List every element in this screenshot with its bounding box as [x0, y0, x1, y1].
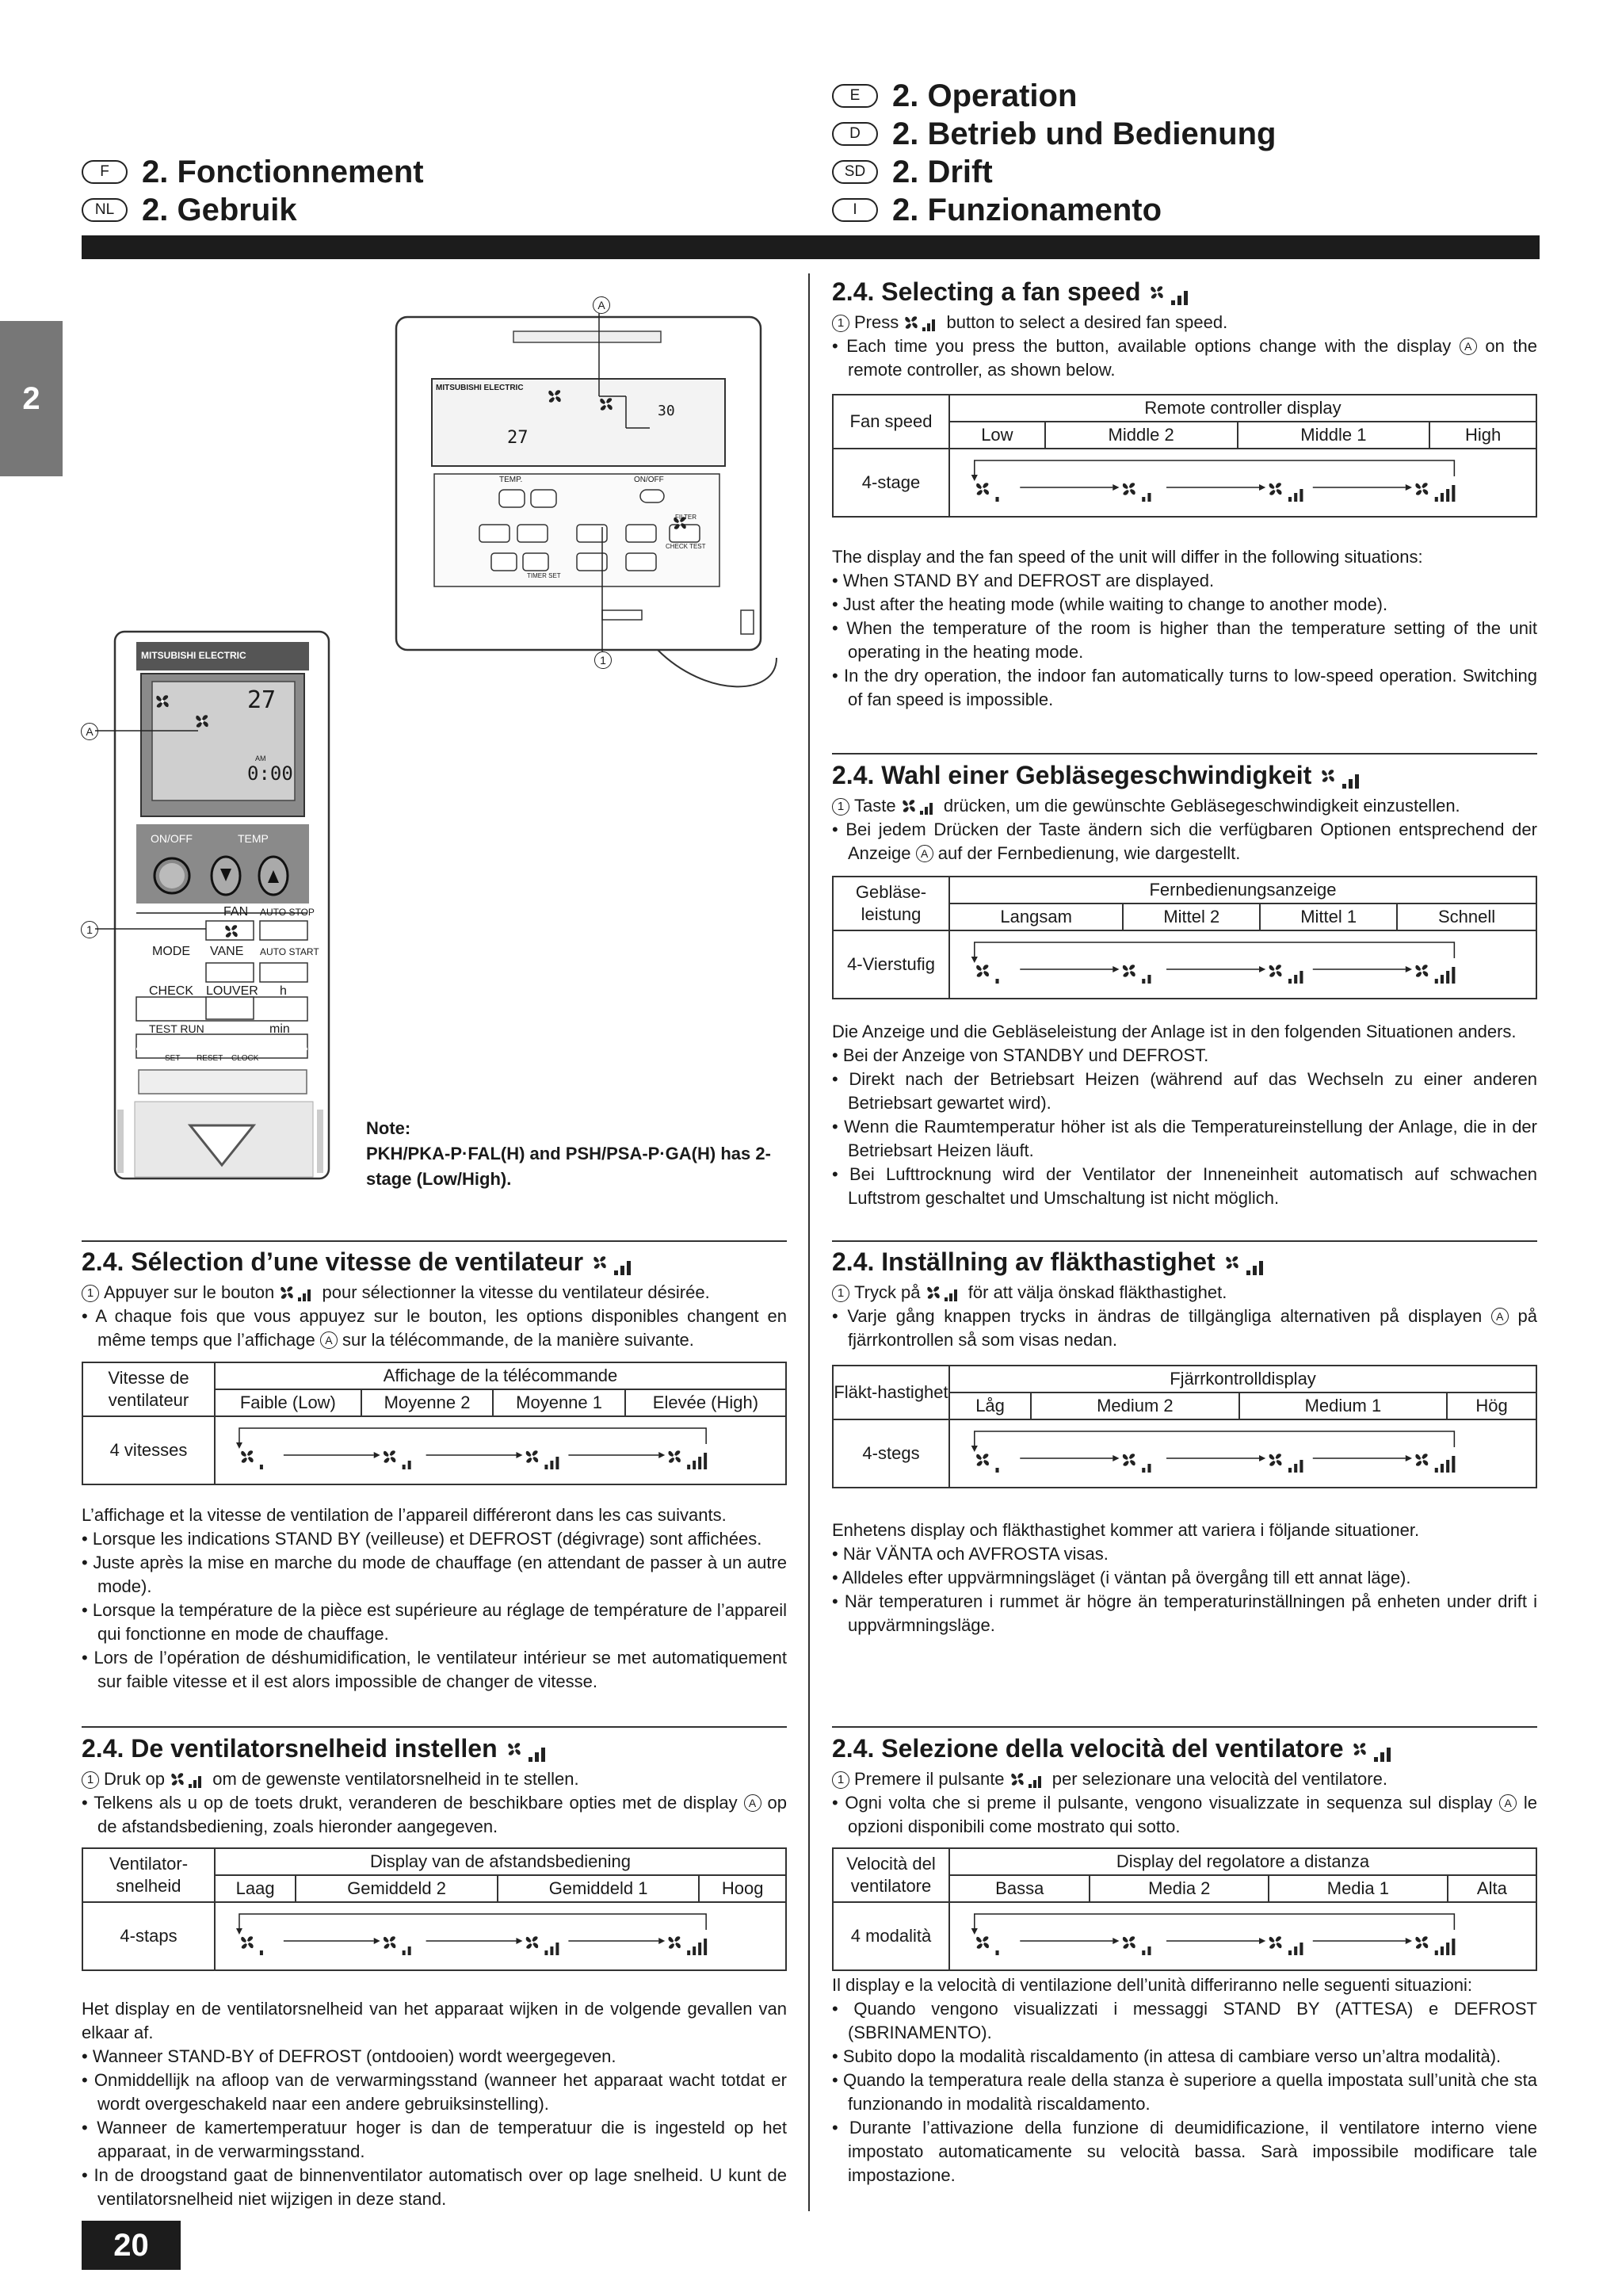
callout-1: 1: [594, 651, 612, 669]
step-text: Tryck på: [854, 1282, 921, 1302]
column-divider: [808, 273, 810, 2211]
table-header: Remote controller display: [949, 395, 1536, 422]
section-title: [832, 276, 1537, 308]
bullet-text: A chaque fois que vous appuyez sur le bouton, les options disponibles changent en même temps que l’affichage: [95, 1306, 788, 1350]
fan-icon: [241, 1936, 253, 1948]
remote-mode-label: MODE: [152, 945, 190, 958]
remote-clock-label: CLOCK: [231, 1054, 259, 1063]
header-bar: [82, 235, 1540, 259]
situation-text: Just after the heating mode (while waiting to change to another mode).: [842, 594, 1388, 614]
remote-onoff-label: ON/OFF: [151, 832, 193, 845]
remote-h-label: h: [280, 984, 287, 998]
fan-icon: [1123, 1936, 1135, 1948]
table-rowhead: Velocità del ventilatore: [833, 1848, 949, 1902]
lang-badge: NL: [82, 198, 128, 222]
situations-en: [832, 545, 1537, 712]
step-number: 1: [82, 1285, 99, 1302]
lang-badge: E: [832, 84, 878, 108]
situation-text: Bei der Anzeige von STANDBY und DEFROST.: [842, 1045, 1209, 1065]
situations-intro: Il display e la velocità di ventilazione dell’unità differiranno nelle seguenti situazioni:: [832, 1975, 1472, 1995]
section-rule: [82, 1240, 787, 1242]
heading-text: 2. Operation: [892, 78, 1078, 113]
callout-a: A: [1499, 1794, 1517, 1812]
situation-item: • Juste après la mise en marche du mode de chauffage (en attendant de passer à un autre mode).: [82, 1553, 787, 1596]
remote-lcd-am: AM: [255, 755, 266, 762]
fan-speed-table-fr: [82, 1362, 787, 1485]
note-body: PKH/PKA-P·FAL(H) and PSH/PSA-P·GA(H) has 2-stage (Low/High).: [366, 1144, 771, 1189]
situation-item: • Just after the heating mode (while waiting to change to another mode).: [832, 594, 1388, 614]
remote-temp-label: TEMP: [238, 832, 269, 845]
fan-icon: [1415, 965, 1428, 976]
table-col: Langsam: [949, 904, 1123, 930]
remote-lcd-time: 0:00: [247, 762, 293, 785]
remote-fan-label: FAN: [223, 905, 249, 919]
section-de: [832, 759, 1537, 865]
table-rowhead: Ventilator-snelheid: [82, 1848, 215, 1902]
situations-intro: Enhetens display och fläkthastighet kommer att variera i följande situationer.: [832, 1520, 1420, 1540]
situation-item: • When the temperature of the room is higher than the temperature setting of the unit operating in the heating mode.: [832, 618, 1537, 662]
table-header: Fjärrkontrolldisplay: [949, 1366, 1536, 1392]
step-text-rest: för att välja önskad fläkthastighet.: [967, 1282, 1227, 1302]
fan-icon: [1269, 1454, 1282, 1465]
step-text: Taste: [854, 796, 896, 816]
situation-item: • In the dry operation, the indoor fan automatically turns to low-speed operation. Switching of fan speed is impossible.: [832, 666, 1537, 709]
situation-item: • Alldeles efter uppvärmningsläget (i väntan på övergång till ett annat läge).: [832, 1568, 1411, 1587]
section-sv: [832, 1246, 1537, 1352]
situation-item: • Onmiddellijk na afloop van de verwarmingsstand (wanneer het apparaat wacht totdat er wordt overgeschakeld naar een andere gebruiksinstelling).: [82, 2070, 787, 2114]
bullet-text-rest: on the remote controller, as shown below.: [848, 336, 1537, 380]
wired-temp-label: TEMP.: [499, 476, 523, 484]
table-stage: 4 vitesses: [82, 1416, 215, 1484]
fan-icon: [976, 483, 989, 495]
table-col: Faible (Low): [215, 1389, 361, 1416]
chapter-tab: 2: [0, 321, 63, 476]
table-col: Gemiddeld 2: [296, 1875, 498, 1902]
table-col: Hoog: [699, 1875, 786, 1902]
bullet-text-rest: på fjärrkontrollen så som visas nedan.: [848, 1306, 1537, 1350]
header-title-fr: [82, 153, 424, 191]
fan-icon: [1123, 483, 1135, 495]
fan-speed-sequence: [215, 1902, 786, 1970]
fan-speed-icon: [925, 1283, 964, 1304]
callout-1: 1: [81, 921, 98, 938]
section-title: [82, 1246, 787, 1278]
situation-item: • Bei Lufttrocknung wird der Ventilator der Inneneinheit automatisch auf schwachen Luftstrom geschaltet und Umschaltung ist nicht möglich.: [832, 1164, 1537, 1208]
bullet-text: Telkens als u op de toets drukt, veranderen de beschikbare opties met de display: [94, 1793, 738, 1813]
fan-icon: [1415, 1936, 1428, 1948]
lang-badge: F: [82, 160, 128, 184]
situations-intro: Het display en de ventilatorsnelheid van het apparaat wijken in de volgende gevallen van elkaar af.: [82, 1999, 787, 2042]
situation-text: Quando vengono visualizzati i messaggi STAND BY (ATTESA) e DEFROST (SBRINAMENTO).: [848, 1999, 1537, 2042]
fan-icon: [1269, 1936, 1282, 1948]
situation-item: • Lorsque les indications STAND BY (veilleuse) et DEFROST (dégivrage) sont affichées.: [82, 1529, 762, 1549]
table-col: Gemiddeld 1: [498, 1875, 700, 1902]
section-rule: [832, 753, 1537, 755]
wired-set-temp: 30: [658, 403, 675, 419]
fan-speed-icon: [1009, 1770, 1048, 1790]
situations-intro: The display and the fan speed of the unit will differ in the following situations:: [832, 547, 1423, 567]
section-it: [832, 1733, 1537, 1839]
heading-text: 2. Betrieb und Bedienung: [892, 117, 1277, 151]
situations-nl: [82, 1997, 787, 2211]
section-title: [82, 1733, 787, 1764]
situation-item: • When STAND BY and DEFROST are displayed.: [832, 571, 1215, 590]
bullet-text: Ogni volta che si preme il pulsante, vengono visualizzate in sequenza sul display: [845, 1793, 1493, 1813]
section-body: 1 Druk op om de gewenste ventilatorsnelheid in te stellen. • Telkens als u op de toets drukt, veranderen de beschikbare opties met de display A op de afstandsbediening, zoals hieronder aangegeven.: [82, 1769, 787, 1836]
header-title-sv: [832, 153, 1276, 191]
fan-sequence-diagram: [216, 1417, 785, 1479]
step-text-rest: drücken, um die gewünschte Gebläsegeschwindigkeit einzustellen.: [943, 796, 1460, 816]
table-stage: 4 modalità: [833, 1902, 949, 1970]
fan-icon: [1123, 965, 1135, 976]
section-title-text: 2.4. Selezione della velocità del ventilatore: [832, 1734, 1344, 1763]
situation-item: • Quando vengono visualizzati i messaggi STAND BY (ATTESA) e DEFROST (SBRINAMENTO).: [832, 1999, 1537, 2042]
step-text-rest: om de gewenste ventilatorsnelheid in te stellen.: [212, 1769, 579, 1789]
table-rowhead: Vitesse de ventilateur: [82, 1362, 215, 1416]
table-col: Moyenne 2: [361, 1389, 494, 1416]
fan-speed-icon: [505, 1736, 555, 1765]
header-title-nl: [82, 191, 424, 229]
situation-text: Lorsque la température de la pièce est supérieure au réglage de température de l’appareil qui fonctionne en mode de chauffage.: [92, 1600, 787, 1644]
fan-speed-sequence: [215, 1416, 786, 1484]
fan-icon: [1415, 483, 1428, 495]
table-col: Låg: [949, 1392, 1031, 1419]
table-stage: 4-Vierstufig: [833, 930, 949, 999]
fan-speed-sequence: [949, 930, 1536, 999]
callout-a: A: [320, 1331, 338, 1349]
table-col: Medium 1: [1239, 1392, 1448, 1419]
table-col: Middle 2: [1045, 422, 1238, 449]
callout-a: A: [744, 1794, 761, 1812]
section-rule: [832, 1240, 1537, 1242]
section-body: 1 Taste drücken, um die gewünschte Gebläsegeschwindigkeit einzustellen. • Bei jedem Drücken der Taste ändern sich die verfügbaren Optionen entsprechend der Anzeige A auf der Fernbedienung, wie dargestellt.: [832, 796, 1537, 863]
fan-sequence-diagram: [950, 1903, 1536, 1965]
header-title-it: [832, 191, 1276, 229]
table-header: Display van de afstandsbediening: [215, 1848, 786, 1875]
situation-item: • Quando la temperatura reale della stanza è superiore a quella impostata sull’unità che sta funzionando in modalità riscaldamento.: [832, 2070, 1537, 2114]
wired-brand: MITSUBISHI ELECTRIC: [436, 384, 524, 392]
section-fr: [82, 1246, 787, 1352]
section-body: 1 Press button to select a desired fan speed. • Each time you press the button, available options change with the display A on the remote controller, as shown below.: [832, 312, 1537, 380]
wired-check-label: CHECK TEST: [666, 543, 706, 550]
situation-item: • Wanneer STAND-BY of DEFROST (ontdooien) wordt weergegeven.: [82, 2046, 616, 2066]
situation-text: Lorsque les indications STAND BY (veilleuse) et DEFROST (dégivrage) sont affichées.: [92, 1529, 762, 1549]
step-number: 1: [832, 1771, 849, 1789]
table-col: Hög: [1447, 1392, 1536, 1419]
fan-icon: [976, 1936, 989, 1948]
remote-autostart-label: AUTO START: [260, 946, 319, 957]
heading-text: 2. Fonctionnement: [142, 155, 424, 189]
fan-sequence-diagram: [950, 931, 1536, 993]
remote-lcd-temp: 27: [247, 686, 277, 714]
section-title: [832, 1246, 1537, 1278]
callout-a: A: [1491, 1308, 1509, 1325]
section-en: [832, 276, 1537, 382]
heading-text: 2. Gebruik: [142, 193, 297, 227]
situation-text: När VÄNTA och AVFROSTA visas.: [842, 1544, 1109, 1564]
situation-text: Wanneer de kamertemperatuur hoger is dan de temperatuur die is ingesteld op het apparaat, in de verwarmingsstand.: [97, 2118, 787, 2161]
section-title-text: 2.4. Inställning av fläkthastighet: [832, 1247, 1216, 1276]
lang-badge: I: [832, 198, 878, 222]
figure-note: [366, 1116, 794, 1192]
heading-text: 2. Funzionamento: [892, 193, 1162, 227]
wired-room-temp: 27: [507, 428, 529, 448]
section-rule: [832, 1726, 1537, 1728]
fan-speed-icon: [170, 1770, 208, 1790]
fan-speed-icon: [1223, 1250, 1273, 1278]
step-number: 1: [832, 315, 849, 332]
situation-item: • Bei der Anzeige von STANDBY und DEFROST.: [832, 1045, 1209, 1065]
remote-check-label: CHECK: [149, 984, 194, 998]
table-col: Schnell: [1397, 904, 1536, 930]
fan-icon: [1269, 965, 1282, 976]
bullet-text-rest: le opzioni disponibili come mostrato qui sotto.: [848, 1793, 1537, 1836]
table-col: Mittel 1: [1260, 904, 1397, 930]
section-title: [832, 1733, 1537, 1764]
table-stage: 4-stage: [833, 449, 949, 517]
bullet-text: Each time you press the button, available options change with the display: [846, 336, 1452, 356]
situations-it: [832, 1973, 1537, 2187]
situation-text: Quando la temperatura reale della stanza è superiore a quella impostata sull’unità che sta funzionando in modalità riscaldamento.: [842, 2070, 1537, 2114]
fan-icon: [668, 1936, 680, 1948]
step-text-rest: per selezionare una velocità del ventilatore.: [1051, 1769, 1387, 1789]
step-text-rest: pour sélectionner la vitesse du ventilateur désirée.: [322, 1282, 710, 1302]
situation-item: • När VÄNTA och AVFROSTA visas.: [832, 1544, 1109, 1564]
step-text: Druk op: [104, 1769, 166, 1789]
situation-text: När temperaturen i rummet är högre än temperaturinställningen på enheten under drift i uppvärmningsläge.: [844, 1591, 1537, 1635]
fan-speed-icon: [590, 1250, 641, 1278]
fan-icon: [384, 1936, 395, 1948]
header-title-de: [832, 115, 1276, 153]
remote-testrun-label: TEST RUN: [149, 1022, 204, 1035]
fan-speed-icon: [1319, 763, 1369, 792]
fan-speed-sequence: [949, 1419, 1536, 1488]
note-title: Note:: [366, 1118, 411, 1138]
situation-text: Onmiddellijk na afloop van de verwarmingsstand (wanneer het apparaat wacht totdat er wordt overgeschakeld naar een andere gebruiksinstelling).: [94, 2070, 787, 2114]
fan-sequence-diagram: [216, 1903, 785, 1965]
fan-speed-icon: [1350, 1736, 1401, 1765]
step-text: Appuyer sur le bouton: [104, 1282, 275, 1302]
remote-brand: MITSUBISHI ELECTRIC: [141, 650, 246, 661]
callout-a: A: [916, 845, 933, 862]
table-header: Affichage de la télécommande: [215, 1362, 786, 1389]
situation-item: • När temperaturen i rummet är högre än temperaturinställningen på enheten under drift i uppvärmningsläge.: [832, 1591, 1537, 1635]
fan-speed-sequence: [949, 449, 1536, 517]
bullet-text: Bei jedem Drücken der Taste ändern sich die verfügbaren Optionen entsprechend der Anzeige: [845, 819, 1537, 863]
section-nl: [82, 1733, 787, 1839]
situation-text: In the dry operation, the indoor fan automatically turns to low-speed operation. Switching of fan speed is impossible.: [844, 666, 1537, 709]
fan-speed-icon: [1147, 280, 1198, 308]
situation-item: • Durante l’attivazione della funzione di deumidificazione, il ventilatore interno viene impostato automaticamente su velocità bassa. Sarà impossibile modificare tale impostazione.: [832, 2118, 1537, 2185]
table-col: Media 1: [1269, 1875, 1448, 1902]
fan-icon: [384, 1450, 395, 1462]
wired-timer-label: TIMER SET: [527, 572, 561, 579]
callout-a: A: [593, 296, 610, 314]
fan-speed-table-nl: [82, 1847, 787, 1971]
fan-icon: [1269, 483, 1282, 495]
table-col: Middle 1: [1238, 422, 1430, 449]
fan-icon: [668, 1450, 680, 1462]
fan-speed-table-it: [832, 1847, 1537, 1971]
situation-item: • Lorsque la température de la pièce est supérieure au réglage de température de l’appareil qui fonctionne en mode de chauffage.: [82, 1600, 787, 1644]
fan-speed-sequence: [949, 1902, 1536, 1970]
fan-icon: [1415, 1454, 1428, 1465]
remote-vane-label: VANE: [210, 945, 244, 958]
fan-icon: [241, 1450, 253, 1462]
lang-badge: SD: [832, 160, 878, 184]
table-rowhead: Fan speed: [833, 395, 949, 449]
fan-icon: [976, 1454, 989, 1465]
fan-icon: [526, 1450, 538, 1462]
table-col: Moyenne 1: [493, 1389, 625, 1416]
remote-autostop-label: AUTO STOP: [260, 907, 315, 918]
table-rowhead: Fläkt-hastighet: [833, 1366, 949, 1419]
page-number: 20: [82, 2221, 181, 2270]
situation-text: Direkt nach der Betriebsart Heizen (während auf das Wechseln zu einer anderen Betriebsart gewartet wird).: [848, 1069, 1537, 1113]
remote-set-label: SET: [165, 1054, 181, 1063]
situation-text: In de droogstand gaat de binnenventilator automatisch over op lage snelheid. U kunt de ventilatorsnelheid niet wijzigen in deze stand.: [94, 2165, 787, 2209]
bullet-text-rest: auf der Fernbedienung, wie dargestellt.: [937, 843, 1241, 863]
situations-fr: [82, 1503, 787, 1694]
fan-speed-table-sv: [832, 1365, 1537, 1488]
situation-item: • Wenn die Raumtemperatur höher ist als die Temperatureinstellung der Anlage, die in der Betriebsart Heizen läuft.: [832, 1117, 1537, 1160]
situation-item: • Lors de l’opération de déshumidification, le ventilateur intérieur se met automatiquement sur faible vitesse et il est alors impossible de changer de vitesse.: [82, 1648, 788, 1691]
situations-intro: Die Anzeige und die Gebläseleistung der Anlage ist in den folgenden Situationen anders.: [832, 1022, 1517, 1041]
step-text: Press: [854, 312, 899, 332]
step-number: 1: [82, 1771, 99, 1789]
table-col: High: [1429, 422, 1536, 449]
table-col: Media 2: [1090, 1875, 1269, 1902]
fan-speed-icon: [903, 313, 941, 334]
callout-a: A: [1460, 338, 1477, 355]
section-rule: [82, 1726, 787, 1728]
fan-speed-icon: [279, 1283, 317, 1304]
situation-text: Lors de l’opération de déshumidification, le ventilateur intérieur se met automatiquement sur faible vitesse et il est alors impossible de changer de vitesse.: [94, 1648, 788, 1691]
section-body: 1 Premere il pulsante per selezionare una velocità del ventilatore. • Ogni volta che si preme il pulsante, vengono visualizzate in sequenza sul display A le opzioni disponibili come mostrato qui sotto.: [832, 1769, 1537, 1836]
remote-figure-art: [79, 285, 792, 1197]
table-col: Elevée (High): [625, 1389, 786, 1416]
situation-item: • In de droogstand gaat de binnenventilator automatisch over op lage snelheid. U kunt de ventilatorsnelheid niet wijzigen in deze stand.: [82, 2165, 787, 2209]
situation-item: • Direkt nach der Betriebsart Heizen (während auf das Wechseln zu einer anderen Betriebsart gewartet wird).: [832, 1069, 1537, 1113]
fan-icon: [976, 965, 989, 976]
heading-text: 2. Drift: [892, 155, 993, 189]
table-col: Bassa: [949, 1875, 1090, 1902]
table-col: Low: [949, 422, 1045, 449]
table-col: Mittel 2: [1123, 904, 1260, 930]
fan-speed-icon: [901, 797, 939, 817]
callout-a: A: [81, 723, 98, 740]
step-number: 1: [832, 1285, 849, 1302]
table-col: Alta: [1448, 1875, 1536, 1902]
situation-item: • Wanneer de kamertemperatuur hoger is dan de temperatuur die is ingesteld op het apparaat, in de verwarmingsstand.: [82, 2118, 787, 2161]
section-title-text: 2.4. Sélection d’une vitesse de ventilateur: [82, 1247, 584, 1276]
fan-speed-table-en: [832, 394, 1537, 518]
step-text: Premere il pulsante: [854, 1769, 1005, 1789]
table-stage: 4-staps: [82, 1902, 215, 1970]
bullet-text-rest: op de afstandsbediening, zoals hieronder aangegeven.: [97, 1793, 787, 1836]
step-text-rest: button to select a desired fan speed.: [946, 312, 1228, 332]
fan-icon: [1123, 1454, 1135, 1465]
fan-sequence-diagram: [950, 1420, 1536, 1482]
situations-intro: L’affichage et la vitesse de ventilation de l’appareil différeront dans les cas suivants.: [82, 1505, 727, 1525]
section-title-text: 2.4. De ventilatorsnelheid instellen: [82, 1734, 498, 1763]
header-title-en: [832, 77, 1276, 115]
bullet-text-rest: sur la télécommande, de la manière suivante.: [342, 1330, 694, 1350]
situation-text: Juste après la mise en marche du mode de chauffage (en attendant de passer à un autre mode).: [93, 1553, 787, 1596]
table-header: Fernbedienungsanzeige: [949, 877, 1536, 904]
lang-badge: D: [832, 122, 878, 146]
fan-sequence-diagram: [950, 449, 1536, 511]
section-title: [832, 759, 1537, 791]
table-stage: 4-stegs: [833, 1419, 949, 1488]
fan-speed-table-de: [832, 876, 1537, 999]
table-rowhead: Gebläse-leistung: [833, 877, 949, 930]
table-col: Medium 2: [1031, 1392, 1239, 1419]
remote-min-label: min: [269, 1022, 290, 1036]
step-number: 1: [832, 798, 849, 816]
bullet-text: Varje gång knappen trycks in ändras de tillgängliga alternativen på displayen: [847, 1306, 1483, 1326]
situation-text: Wenn die Raumtemperatur höher ist als die Temperatureinstellung der Anlage, die in der Betriebsart Heizen läuft.: [844, 1117, 1537, 1160]
situation-text: When STAND BY and DEFROST are displayed.: [842, 571, 1215, 590]
situation-item: • Subito dopo la modalità riscaldamento (in attesa di cambiare verso un’altra modalità).: [832, 2046, 1502, 2066]
table-col: Laag: [215, 1875, 296, 1902]
situation-text: Bei Lufttrocknung wird der Ventilator der Inneneinheit automatisch auf schwachen Luftstrom geschaltet und Umschaltung ist nicht möglich.: [848, 1164, 1537, 1208]
situations-de: [832, 1020, 1537, 1210]
situations-sv: [832, 1519, 1537, 1637]
situation-text: Wanneer STAND-BY of DEFROST (ontdooien) wordt weergegeven.: [92, 2046, 616, 2066]
wired-onoff-label: ON/OFF: [634, 476, 664, 484]
section-title-text: 2.4. Wahl einer Gebläsegeschwindigkeit: [832, 761, 1312, 789]
wired-filter-label: FILTER: [675, 514, 697, 521]
fan-icon: [526, 1936, 538, 1948]
header-right: [832, 77, 1276, 229]
situation-text: When the temperature of the room is higher than the temperature setting of the unit operating in the heating mode.: [846, 618, 1537, 662]
table-header: Display del regolatore a distanza: [949, 1848, 1536, 1875]
remote-reset-label: RESET: [197, 1054, 223, 1063]
section-body: 1 Appuyer sur le bouton pour sélectionner la vitesse du ventilateur désirée. • A chaque fois que vous appuyez sur le bouton, les options disponibles changent en même temps que l’affichage A sur la télécommande, de la manière suivante.: [82, 1282, 788, 1350]
section-body: 1 Tryck på för att välja önskad fläkthastighet. • Varje gång knappen trycks in ändras de tillgängliga alternativen på displayen A på fjärrkontrollen så som visas nedan.: [832, 1282, 1537, 1350]
remote-figure: [79, 285, 792, 1197]
section-title-text: 2.4. Selecting a fan speed: [832, 277, 1141, 306]
header-left: [82, 153, 424, 229]
remote-louver-label: LOUVER: [206, 984, 258, 998]
situation-text: Durante l’attivazione della funzione di deumidificazione, il ventilatore interno viene impostato automaticamente su velocità bassa. Sarà impossibile modificare tale impostazione.: [848, 2118, 1537, 2185]
situation-text: Subito dopo la modalità riscaldamento (in attesa di cambiare verso un’altra modalità).: [842, 2046, 1502, 2066]
situation-text: Alldeles efter uppvärmningsläget (i väntan på övergång till ett annat läge).: [842, 1568, 1411, 1587]
